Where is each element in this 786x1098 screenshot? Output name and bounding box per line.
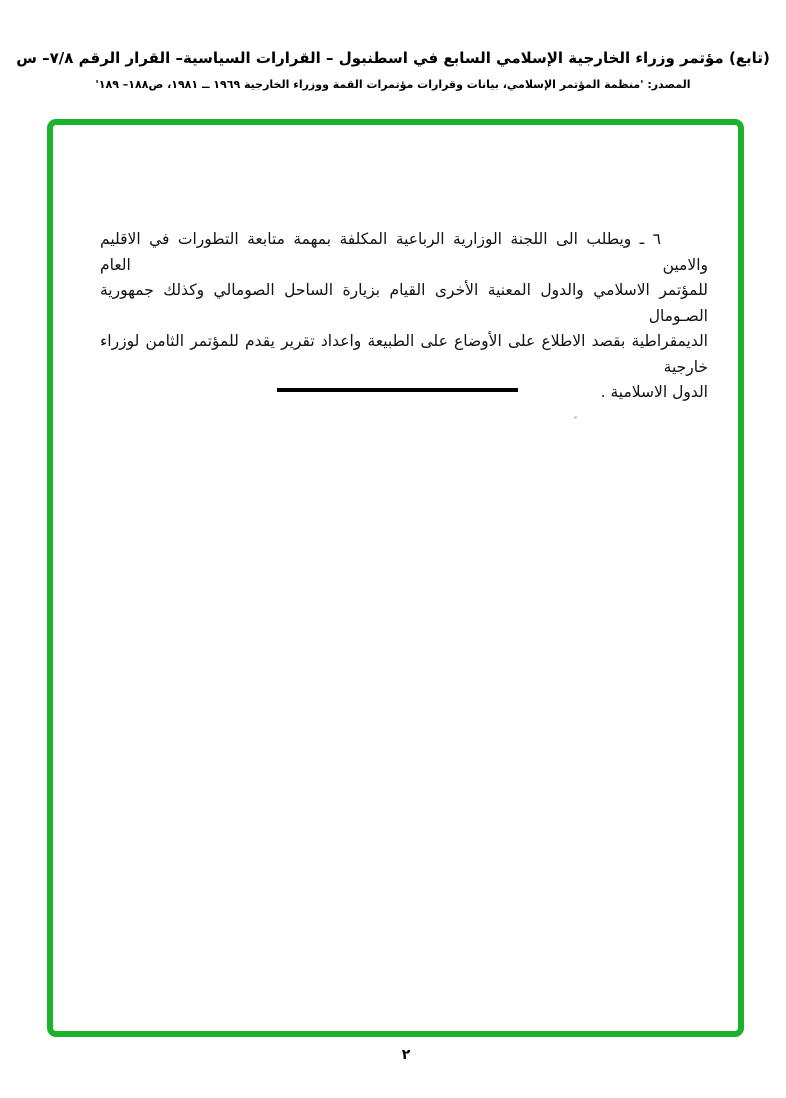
header-source-line: المصدر: 'منظمة المؤتمر الإسلامي، بيانات وقرارات مؤتمرات القمة ووزراء الخارجية ١٩٦٩ ــ ١٩٨١، ص١٨٨– ١٨٩' <box>95 78 691 91</box>
paragraph-line-1: ٦ ـ ويطلب الى اللجنة الوزارية الرباعية المكلفة بمهمة متابعة التطورات في الاقليم والامين العام <box>100 230 708 274</box>
page-footer <box>0 1044 786 1063</box>
scan-speck <box>574 416 577 419</box>
page-number: ٢ <box>401 1047 411 1063</box>
green-border-frame <box>47 119 744 1037</box>
header-title: (تابع) مؤتمر وزراء الخارجية الإسلامي السابع في اسطنبول – القرارات السياسية– القرار الرقم ٧/٨– س <box>16 49 770 67</box>
paragraph-line-3: الديمقراطية بقصد الاطلاع على الأوضاع على الطبيعة واعداد تقرير يقدم للمؤتمر الثامن لوزراء خارجية <box>100 332 708 376</box>
body-paragraph <box>100 227 708 406</box>
paragraph-line-2: للمؤتمر الاسلامي والدول المعنية الأخرى القيام بزيارة الساحل الصومالي وكذلك جمهورية الصـومال <box>100 281 708 325</box>
section-divider-rule <box>277 388 518 392</box>
paragraph-line-4: الدول الاسلامية . <box>600 383 708 401</box>
page-header <box>0 46 786 93</box>
